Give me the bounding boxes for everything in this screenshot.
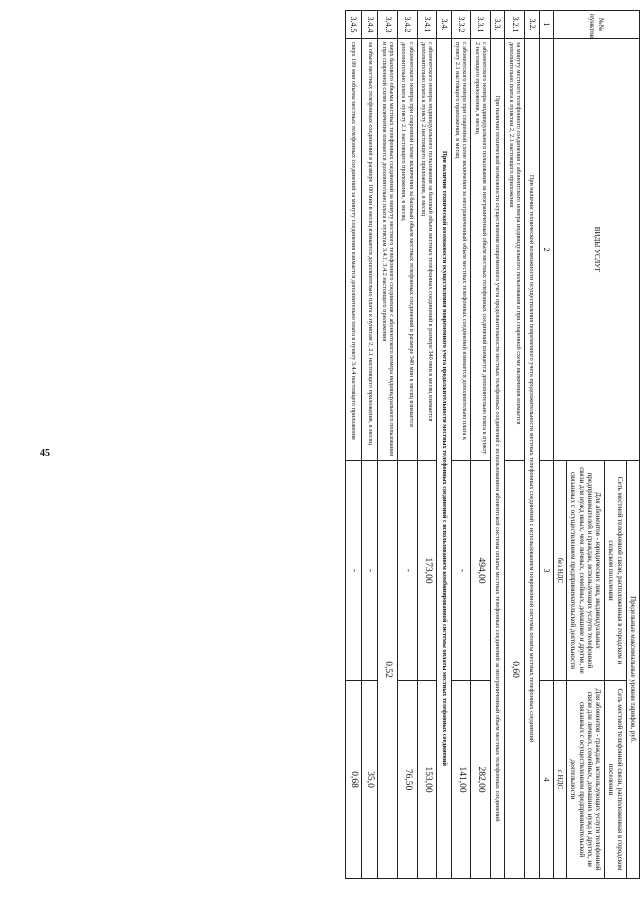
row-value-with-vat: 282,00	[471, 681, 491, 879]
header-citizens: Для абонентов - граждан, использующих услуги телефонной связи для личных, семейных, домашних нужд и других, не связанных с осуществлением предпринимательской деятельности	[567, 681, 605, 879]
header-network-urban: Сеть местной телефонной связи, расположенная в городском поселении	[605, 681, 627, 879]
row-value: 0,52	[378, 461, 398, 879]
table-row	[346, 11, 362, 879]
page-number: 45	[40, 448, 50, 459]
header-legal-entities: Для абонентов - юридических лиц, индивидуальных предпринимателей и граждан, использующих услуги телефонной связи для нужд иных, чем личных, семейных, домашние и другие, не связанных с осуществлением предпринимательской деятельности	[567, 461, 605, 681]
row-value: 0,60	[505, 461, 525, 879]
row-value-without-vat: -	[451, 461, 471, 681]
row-text: сверх базового объема местных телефонных соединений за минуту местного телефонного соединения с абонентского номера индивидуального пользования и при спаренной схеме включения взимается дополнительно плата к пунктам 3.4.1, 3.4.2 настоящего приложения	[378, 39, 398, 461]
row-num: 3.3.1	[471, 11, 491, 39]
row-num: 3.2.	[525, 11, 539, 39]
header-num: №№ пунктов	[554, 11, 640, 39]
header-without-vat: без НДС	[554, 461, 567, 681]
table-row	[471, 11, 491, 879]
row-num: 3.2.1	[505, 11, 525, 39]
col-number: 3	[539, 461, 553, 681]
row-num: 3.4.	[437, 11, 451, 39]
table-row	[451, 11, 471, 879]
table-row	[362, 11, 378, 879]
tariff-table-wrapper	[345, 10, 640, 878]
row-num: 3.4.2	[398, 11, 418, 39]
row-text: с абонентского номера при спаренной схеме включения за базовый объем местных телефонных соединений в размере 340 мин в месяц взимается дополнительно плата к пункту 2.1 настоящего приложения, в месяц	[398, 39, 418, 461]
row-value-without-vat: -	[398, 461, 418, 681]
table-row	[437, 11, 451, 879]
row-value-with-vat: 0,68	[346, 681, 362, 879]
table-row	[417, 11, 437, 879]
row-num: 3.4.4	[362, 11, 378, 39]
row-value-with-vat: 141,00	[451, 681, 471, 879]
row-value-with-vat: 35,0	[362, 681, 378, 879]
header-services: ВИДЫ УСЛУГ	[554, 39, 640, 461]
row-text: с абонентского номера индивидуального пользования за базовый объем местных телефонных соединений в размере 340 мин в месяц взимается дополнительно плата к пункту 2 настоящего приложения, в месяц	[417, 39, 437, 461]
row-num: 3.3.2	[451, 11, 471, 39]
row-value-without-vat: 494,00	[471, 461, 491, 681]
row-text: за минуту местного телефонного соединения с абонентского номера индивидуального пользования и при спаренной схеме включения взимается дополнительно плата к пунктам 2, 2.1 настоящего приложения	[505, 39, 525, 461]
row-num: 3.4.5	[346, 11, 362, 39]
table-row	[525, 11, 539, 879]
col-number: 2	[539, 39, 553, 461]
row-num: 3.4.1	[417, 11, 437, 39]
row-text: с абонентского номера индивидуального пользования за неограниченный объем местных телефонных соединений взимается дополнительно плата к пункту 2 настоящего приложения, в месяц	[471, 39, 491, 461]
section-text: При наличии технической возможности осуществления повременного учета продолжительности местных телефонных соединений с использованием комбинированной системы оплаты местных телефонных соединений	[437, 39, 451, 879]
row-value-without-vat: 173,00	[417, 461, 437, 681]
header-with-vat: с НДС	[554, 681, 567, 879]
row-value-without-vat: -	[346, 461, 362, 681]
tariff-table	[345, 10, 640, 879]
header-tariff: Предельные максимальные уровни тарифов, руб.	[626, 461, 639, 879]
row-value-with-vat: 153,00	[417, 681, 437, 879]
row-value-without-vat: -	[362, 461, 378, 681]
row-text: сверх 100 мин объема местных телефонных соединений за минуту соединения взимается дополнительно плата к пункту 3.4.4 настоящего приложения	[346, 39, 362, 461]
row-num: 3.4.3	[378, 11, 398, 39]
section-text: При наличии технической возможности осуществления повременного учета продолжительности местных телефонных соединений с использованием повременной системы оплаты местных телефонных соединений	[525, 39, 539, 879]
table-row	[491, 11, 505, 879]
header-network-urban-rural: Сеть местной телефонной связи, расположенная в городском и сельском поселении	[605, 461, 627, 681]
col-number: 1	[539, 11, 553, 39]
table-row	[505, 11, 525, 879]
table-row	[398, 11, 418, 879]
row-text: за объем местных телефонных соединений в размере 100 мин в месяц взимается дополнительно плата к пунктам 2, 2.1 настоящего приложения, в месяц	[362, 39, 378, 461]
section-text: При наличии технической возможности осуществления повременного учета продолжительности местных телефонных соединений с использованием абонентской системы оплаты местных телефонных соединений за неограниченный объем местных телефонных соединений	[491, 39, 505, 879]
row-num: 3.3.	[491, 11, 505, 39]
row-value-with-vat: 76,50	[398, 681, 418, 879]
table-row	[378, 11, 398, 879]
col-number: 4	[539, 681, 553, 879]
row-text: с абонентского номера при спаренной схеме включения за неограниченный объем местных телефонных соединений взимается дополнительно плата к пункту 2.1 настоящего приложения, в месяц	[451, 39, 471, 461]
